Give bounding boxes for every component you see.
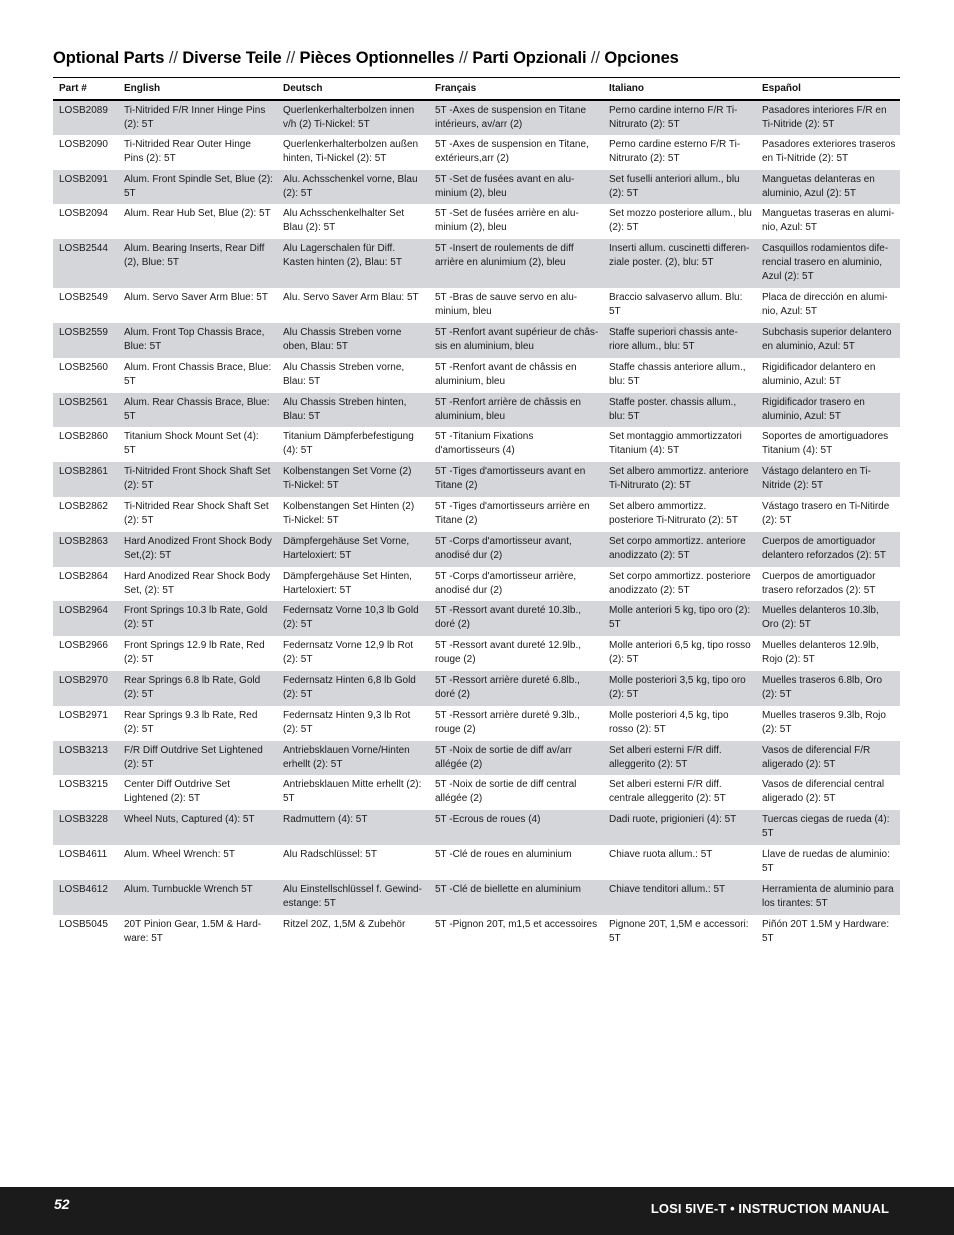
cell-english: Ti-Nitrided Rear Outer Hinge Pins (2): 5T [124, 138, 251, 164]
cell-espanol: Llave de ruedas de aluminio: 5T [762, 848, 890, 874]
header-english: English [118, 78, 277, 101]
table-header [53, 78, 900, 101]
cell-deutsch: Kolbenstangen Set Vorne (2) Ti-Nickel: 5T [277, 462, 429, 497]
cell-italiano: Staffe superiori chassis ante-riore allum., blu: 5T [603, 323, 756, 358]
table-body [53, 100, 900, 949]
cell-francais: 5T -Clé de biellette en aluminium [429, 880, 603, 915]
cell-deutsch: Alu Chassis Streben vorne oben, Blau: 5T [277, 323, 429, 358]
cell-deutsch: Titanium Dämpferbefestigung (4): 5T [283, 431, 414, 457]
cell-english: Alum. Rear Hub Set, Blue (2): 5T [124, 208, 271, 220]
cell-italiano: Perno cardine interno F/R Ti-Nitrurato (2): 5T [603, 100, 756, 135]
cell-english: Wheel Nuts, Captured (4): 5T [118, 810, 277, 845]
cell-espanol: Piñón 20T 1.5M y Hardware: 5T [762, 918, 890, 944]
cell-italiano: Molle posteriori 4,5 kg, tipo rosso (2): 5T [609, 709, 729, 735]
cell-francais: 5T -Ressort arrière dureté 6.8lb., doré (2) [429, 671, 603, 706]
cell-deutsch: Alu Einstellschlüssel f. Gewind-estange: 5T [277, 880, 429, 915]
table-row [53, 288, 900, 323]
table-row [53, 706, 900, 741]
cell-english: Rear Springs 6.8 lb Rate, Gold (2): 5T [118, 671, 277, 706]
cell-italiano: Set montaggio ammortizzatori Titanium (4): 5T [609, 431, 742, 457]
cell-english: Front Springs 12.9 lb Rate, Red (2): 5T [124, 640, 265, 666]
cell-deutsch: Alu Radschlüssel: 5T [283, 848, 377, 860]
cell-italiano: Set mozzo posteriore allum., blu (2): 5T [609, 208, 752, 234]
cell-deutsch: Antriebsklauen Mitte erhellt (2): 5T [283, 779, 422, 805]
cell-english: Rear Springs 9.3 lb Rate, Red (2): 5T [124, 709, 258, 735]
cell-francais: 5T -Pignon 20T, m1,5 et accessoires [435, 918, 598, 930]
cell-italiano: Set alberi esterni F/R diff. alleggerito (2): 5T [603, 741, 756, 776]
cell-espanol: Subchasis superior delantero en aluminio, Azul: 5T [756, 323, 900, 358]
table-row [53, 775, 900, 810]
cell-italiano: Chiave tenditori allum.: 5T [603, 880, 756, 915]
cell-english: Center Diff Outdrive Set Lightened (2): 5T [124, 779, 230, 805]
cell-espanol: Muelles traseros 6.8lb, Oro (2): 5T [756, 671, 900, 706]
cell-francais: 5T -Renfort arrière de châssis en aluminium, bleu [429, 393, 603, 428]
table-row [53, 671, 900, 706]
cell-deutsch: Federnsatz Hinten 9,3 lb Rot (2): 5T [283, 709, 411, 735]
cell-deutsch: Querlenkerhalterbolzen außen hinten, Ti-Nickel (2): 5T [283, 138, 419, 164]
cell-deutsch: Querlenkerhalterbolzen innen v/h (2) Ti-Nickel: 5T [277, 100, 429, 135]
table-row [53, 427, 900, 462]
cell-italiano: Set corpo ammortizz. anteriore anodizzato (2): 5T [603, 532, 756, 567]
cell-part-number: LOSB2090 [59, 138, 108, 150]
manual-title: LOSI 5IVE-T • INSTRUCTION MANUAL [650, 1201, 889, 1216]
cell-espanol: Placa de dirección en alumi-nio, Azul: 5T [762, 292, 888, 318]
cell-english: Ti-Nitrided F/R Inner Hinge Pins (2): 5T [118, 100, 277, 135]
cell-italiano: Set fuselli anteriori allum., blu (2): 5T [603, 170, 756, 205]
cell-francais: 5T -Set de fusées arrière en alu-minium (2), bleu [435, 208, 579, 234]
page-footer [0, 1187, 954, 1235]
cell-espanol: Rigidificador delantero en aluminio, Azul: 5T [762, 361, 876, 387]
cell-espanol: Manguetas traseras en alumi-nio, Azul: 5T [762, 208, 895, 234]
table-row [53, 532, 900, 567]
header-deutsch: Deutsch [277, 78, 429, 101]
cell-francais: 5T -Axes de suspension en Titane intérieurs, av/arr (2) [429, 100, 603, 135]
cell-italiano: Molle posteriori 3,5 kg, tipo oro (2): 5T [603, 671, 756, 706]
cell-italiano: Chiave ruota allum.: 5T [609, 848, 713, 860]
table-row [53, 393, 900, 428]
table-row [53, 601, 900, 636]
cell-italiano: Set corpo ammortizz. posteriore anodizzato (2): 5T [609, 570, 751, 596]
cell-francais: 5T -Renfort avant de châssis en aluminium, bleu [435, 361, 577, 387]
cell-francais: 5T -Noix de sortie de diff central allégée (2) [435, 779, 577, 805]
cell-part-number: LOSB4611 [59, 848, 108, 860]
cell-part-number: LOSB5045 [59, 918, 108, 930]
cell-part-number: LOSB2864 [59, 570, 108, 582]
table-row [53, 567, 900, 602]
cell-espanol: Herramienta de aluminio para los tirantes: 5T [756, 880, 900, 915]
cell-english: Alum. Rear Chassis Brace, Blue: 5T [118, 393, 277, 428]
cell-francais: 5T -Ressort avant dureté 10.3lb., doré (2) [429, 601, 603, 636]
cell-deutsch: Federnsatz Hinten 6,8 lb Gold (2): 5T [277, 671, 429, 706]
cell-deutsch: Antriebsklauen Vorne/Hinten erhellt (2): 5T [277, 741, 429, 776]
cell-part-number: LOSB2559 [53, 323, 118, 358]
cell-francais: 5T -Ressort avant dureté 12.9lb., rouge (2) [435, 640, 582, 666]
cell-english: 20T Pinion Gear, 1.5M & Hard-ware: 5T [124, 918, 262, 944]
cell-part-number: LOSB2964 [53, 601, 118, 636]
cell-part-number: LOSB2863 [53, 532, 118, 567]
cell-espanol: Vástago delantero en Ti-Nitride (2): 5T [756, 462, 900, 497]
cell-part-number: LOSB2091 [53, 170, 118, 205]
optional-parts-table-container [53, 77, 900, 949]
cell-francais: 5T -Clé de roues en aluminium [435, 848, 572, 860]
cell-part-number: LOSB2549 [59, 292, 108, 304]
cell-english: Alum. Turnbuckle Wrench 5T [118, 880, 277, 915]
optional-parts-table [53, 77, 900, 949]
cell-italiano: Molle anteriori 6,5 kg, tipo rosso (2): 5T [609, 640, 751, 666]
cell-francais: 5T -Insert de roulements de diff arrière en alunimium (2), bleu [429, 239, 603, 288]
table-row [53, 358, 900, 393]
cell-espanol: Muelles delanteros 12.9lb, Rojo (2): 5T [762, 640, 879, 666]
cell-english: Ti-Nitrided Front Shock Shaft Set (2): 5T [118, 462, 277, 497]
header-espanol: Español [756, 78, 900, 101]
title-part-english: Optional Parts [53, 49, 165, 67]
cell-english: Titanium Shock Mount Set (4): 5T [124, 431, 259, 457]
table-row [53, 741, 900, 776]
page-number: 52 [54, 1196, 70, 1212]
cell-espanol: Pasadores exteriores traseros en Ti-Nitride (2): 5T [762, 138, 896, 164]
cell-espanol: Casquillos rodamientos dife-rencial trasero en aluminio, Azul (2): 5T [756, 239, 900, 288]
table-row [53, 323, 900, 358]
cell-espanol: Muelles delanteros 10.3lb, Oro (2): 5T [756, 601, 900, 636]
cell-francais: 5T -Noix de sortie de diff av/arr allégée (2) [429, 741, 603, 776]
table-row [53, 497, 900, 532]
title-part-italian: Parti Opzionali [472, 49, 587, 67]
cell-espanol: Muelles traseros 9.3lb, Rojo (2): 5T [762, 709, 886, 735]
cell-italiano: Staffe poster. chassis allum., blu: 5T [603, 393, 756, 428]
cell-part-number: LOSB2860 [59, 431, 108, 443]
cell-francais: 5T -Bras de sauve servo en alu-minium, bleu [435, 292, 578, 318]
cell-italiano: Braccio salvaservo allum. Blu: 5T [609, 292, 743, 318]
title-part-german: Diverse Teile [182, 49, 282, 67]
table-row [53, 135, 900, 170]
cell-deutsch: Alu Achsschenkelhalter Set Blau (2): 5T [283, 208, 405, 234]
cell-italiano: Molle anteriori 5 kg, tipo oro (2): 5T [603, 601, 756, 636]
cell-english: Alum. Wheel Wrench: 5T [124, 848, 235, 860]
cell-part-number: LOSB2971 [59, 709, 108, 721]
cell-espanol: Pasadores interiores F/R en Ti-Nitride (2): 5T [756, 100, 900, 135]
cell-part-number: LOSB2966 [59, 640, 108, 652]
cell-deutsch: Dämpfergehäuse Set Vorne, Harteloxiert: 5T [277, 532, 429, 567]
cell-english: Alum. Front Top Chassis Brace, Blue: 5T [118, 323, 277, 358]
cell-english: Ti-Nitrided Rear Shock Shaft Set (2): 5T [124, 500, 269, 526]
cell-espanol: Tuercas ciegas de rueda (4): 5T [756, 810, 900, 845]
cell-espanol: Manguetas delanteras en aluminio, Azul (2): 5T [756, 170, 900, 205]
cell-part-number: LOSB2561 [53, 393, 118, 428]
cell-francais: 5T -Titanium Fixations d'amortisseurs (4) [435, 431, 534, 457]
cell-espanol: Soportes de amortiguadores Titanium (4): 5T [762, 431, 889, 457]
header-italiano: Italiano [603, 78, 756, 101]
cell-italiano: Inserti allum. cuscinetti differen-ziale poster. (2), blu: 5T [603, 239, 756, 288]
cell-espanol: Vasos de diferencial F/R aligerado (2): 5T [756, 741, 900, 776]
cell-english: Alum. Bearing Inserts, Rear Diff (2), Blue: 5T [118, 239, 277, 288]
cell-part-number: LOSB2861 [53, 462, 118, 497]
cell-deutsch: Alu Chassis Streben vorne, Blau: 5T [283, 361, 405, 387]
cell-francais: 5T -Ressort arrière dureté 9.3lb., rouge (2) [435, 709, 580, 735]
table-row [53, 810, 900, 845]
table-row [53, 915, 900, 950]
cell-english: Alum. Front Chassis Brace, Blue: 5T [124, 361, 272, 387]
cell-italiano: Staffe chassis anteriore allum., blu: 5T [609, 361, 746, 387]
cell-part-number: LOSB3228 [53, 810, 118, 845]
cell-deutsch: Alu Lagerschalen für Diff. Kasten hinten (2), Blau: 5T [277, 239, 429, 288]
table-row [53, 845, 900, 880]
cell-english: Hard Anodized Front Shock Body Set,(2): 5T [118, 532, 277, 567]
cell-francais: 5T -Set de fusées avant en alu-minium (2), bleu [429, 170, 603, 205]
cell-espanol: Vástago trasero en Ti-Nitirde (2): 5T [762, 500, 890, 526]
cell-espanol: Cuerpos de amortiguador delantero reforzados (2): 5T [756, 532, 900, 567]
cell-italiano: Perno cardine esterno F/R Ti-Nitrurato (2): 5T [609, 138, 741, 164]
cell-english: F/R Diff Outdrive Set Lightened (2): 5T [118, 741, 277, 776]
table-row [53, 204, 900, 239]
cell-deutsch: Ritzel 20Z, 1,5M & Zubehör [283, 918, 406, 930]
cell-part-number: LOSB2089 [53, 100, 118, 135]
cell-espanol: Rigidificador trasero en aluminio, Azul: 5T [756, 393, 900, 428]
cell-deutsch: Radmuttern (4): 5T [277, 810, 429, 845]
table-row [53, 239, 900, 288]
cell-deutsch: Alu Chassis Streben hinten, Blau: 5T [277, 393, 429, 428]
header-francais: Français [429, 78, 603, 101]
cell-francais: 5T -Axes de suspension en Titane, extérieurs,arr (2) [435, 138, 589, 164]
cell-english: Hard Anodized Rear Shock Body Set, (2): 5T [124, 570, 271, 596]
cell-francais: 5T -Tiges d'amortisseurs arrière en Titane (2) [435, 500, 590, 526]
cell-italiano: Pignone 20T, 1,5M e accessori: 5T [609, 918, 749, 944]
cell-part-number: LOSB2544 [53, 239, 118, 288]
title-separator: // [458, 49, 468, 67]
cell-italiano: Set albero ammortizz. anteriore Ti-Nitrurato (2): 5T [603, 462, 756, 497]
table-row [53, 880, 900, 915]
cell-italiano: Dadi ruote, prigionieri (4): 5T [603, 810, 756, 845]
header-row [53, 78, 900, 101]
table-row [53, 170, 900, 205]
title-separator: // [286, 49, 296, 67]
title-separator: // [590, 49, 600, 67]
cell-italiano: Set alberi esterni F/R diff. centrale alleggerito (2): 5T [609, 779, 726, 805]
cell-deutsch: Kolbenstangen Set Hinten (2) Ti-Nickel: 5T [283, 500, 415, 526]
title-separator: // [168, 49, 178, 67]
cell-francais: 5T -Ecrous de roues (4) [429, 810, 603, 845]
cell-english: Alum. Front Spindle Set, Blue (2): 5T [118, 170, 277, 205]
header-part-number: Part # [53, 78, 118, 101]
cell-english: Front Springs 10.3 lb Rate, Gold (2): 5T [118, 601, 277, 636]
title-part-spanish: Opciones [604, 49, 679, 67]
cell-part-number: LOSB2862 [59, 500, 108, 512]
cell-deutsch: Alu. Achsschenkel vorne, Blau (2): 5T [277, 170, 429, 205]
cell-part-number: LOSB4612 [53, 880, 118, 915]
cell-part-number: LOSB2094 [59, 208, 108, 220]
cell-english: Alum. Servo Saver Arm Blue: 5T [124, 292, 268, 304]
page-title [53, 49, 679, 68]
cell-francais: 5T -Renfort avant supérieur de châs-sis en aluminium, bleu [429, 323, 603, 358]
cell-espanol: Vasos de diferencial central aligerado (2): 5T [762, 779, 885, 805]
cell-part-number: LOSB3213 [53, 741, 118, 776]
title-part-french: Pièces Optionnelles [299, 49, 455, 67]
cell-part-number: LOSB3215 [59, 779, 108, 791]
cell-part-number: LOSB2560 [59, 361, 108, 373]
table-row [53, 462, 900, 497]
cell-deutsch: Alu. Servo Saver Arm Blau: 5T [283, 292, 419, 304]
cell-italiano: Set albero ammortizz. posteriore Ti-Nitrurato (2): 5T [609, 500, 738, 526]
table-row [53, 100, 900, 135]
cell-deutsch: Dämpfergehäuse Set Hinten, Harteloxiert: 5T [283, 570, 412, 596]
cell-espanol: Cuerpos de amortiguador trasero reforzados (2): 5T [762, 570, 876, 596]
cell-francais: 5T -Tiges d'amortisseurs avant en Titane (2) [429, 462, 603, 497]
cell-part-number: LOSB2970 [53, 671, 118, 706]
table-row [53, 636, 900, 671]
cell-francais: 5T -Corps d'amortisseur avant, anodisé dur (2) [429, 532, 603, 567]
cell-deutsch: Federnsatz Vorne 12,9 lb Rot (2): 5T [283, 640, 414, 666]
cell-deutsch: Federnsatz Vorne 10,3 lb Gold (2): 5T [277, 601, 429, 636]
cell-francais: 5T -Corps d'amortisseur arrière, anodisé dur (2) [435, 570, 577, 596]
